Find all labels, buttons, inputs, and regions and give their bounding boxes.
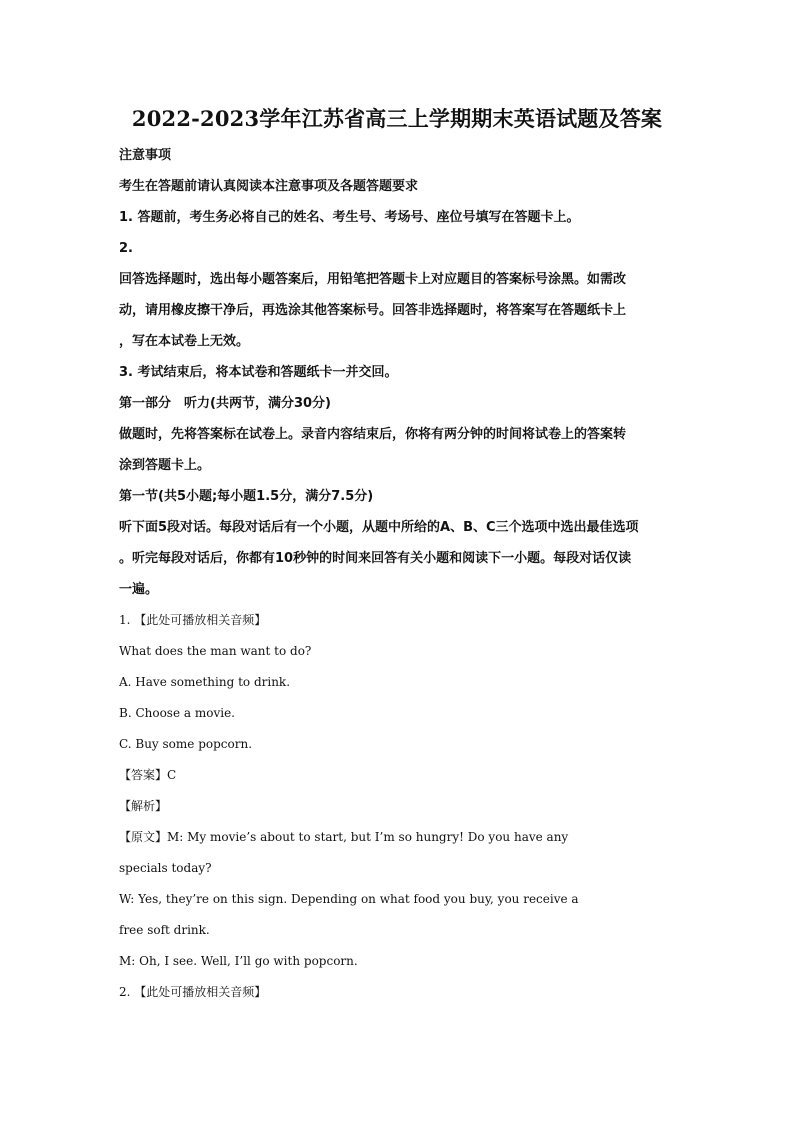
instruction-2-line-3: ，写在本试卷上无效。	[119, 334, 250, 349]
question-1-transcript-line-4: free soft drink.	[119, 923, 210, 937]
section-1-instruction-line-2: 。听完每段对话后，你都有10秒钟的时间来回答有关小题和阅读下一小题。每段对话仅读	[119, 551, 632, 566]
question-1-transcript-line-2: specials today?	[119, 861, 212, 875]
question-1-transcript-line-1: 【原文】M: My movie’s about to start, but I’m so hungry! Do you have any	[119, 830, 569, 844]
question-1-transcript-line-3: W: Yes, they’re on this sign. Depending on what food you buy, you receive a	[119, 892, 579, 906]
section-1-heading: 第一节(共5小题;每小题1.5分，满分7.5分)	[119, 489, 374, 504]
question-1-stem: What does the man want to do?	[119, 644, 312, 658]
instruction-2-line-1: 回答选择题时，选出每小题答案后，用铅笔把答题卡上对应题目的答案标号涂黑。如需改	[119, 272, 627, 287]
notice-intro: 考生在答题前请认真阅读本注意事项及各题答题要求	[119, 179, 419, 194]
part-1-instruction-line-1: 做题时，先将答案标在试卷上。录音内容结束后，你将有两分钟的时间将试卷上的答案转	[119, 427, 627, 442]
instruction-1: 1. 答题前，考生务必将自己的姓名、考生号、考场号、座位号填写在答题卡上。	[119, 210, 580, 225]
instruction-2-number: 2.	[119, 241, 133, 256]
instruction-3: 3. 考试结束后，将本试卷和答题纸卡一并交回。	[119, 365, 398, 380]
instruction-2-line-2: 动，请用橡皮擦干净后，再选涂其他答案标号。回答非选择题时，将答案写在答题纸卡上	[119, 303, 627, 318]
notice-heading: 注意事项	[119, 148, 172, 163]
part-1-instruction-line-2: 涂到答题卡上。	[119, 458, 211, 473]
question-1-audio-label: 1. 【此处可播放相关音频】	[119, 613, 267, 627]
question-1-answer: 【答案】C	[119, 768, 177, 782]
question-1-option-c: C. Buy some popcorn.	[119, 737, 253, 751]
question-2-audio-label: 2. 【此处可播放相关音频】	[119, 985, 267, 999]
document-body	[119, 140, 675, 1008]
document-title: 2022-2023学年江苏省高三上学期期末英语试题及答案	[131, 106, 663, 131]
question-1-transcript-line-5: M: Oh, I see. Well, I’ll go with popcorn.	[119, 954, 358, 968]
question-1-analysis-label: 【解析】	[119, 799, 168, 813]
section-1-instruction-line-3: 一遍。	[119, 582, 159, 597]
question-1-option-a: A. Have something to drink.	[119, 675, 291, 689]
part-1-heading: 第一部分 听力(共两节，满分30分)	[119, 396, 331, 411]
question-1-option-b: B. Choose a movie.	[119, 706, 235, 720]
section-1-instruction-line-1: 听下面5段对话。每段对话后有一个小题，从题中所给的A、B、C三个选项中选出最佳选项	[119, 520, 639, 535]
